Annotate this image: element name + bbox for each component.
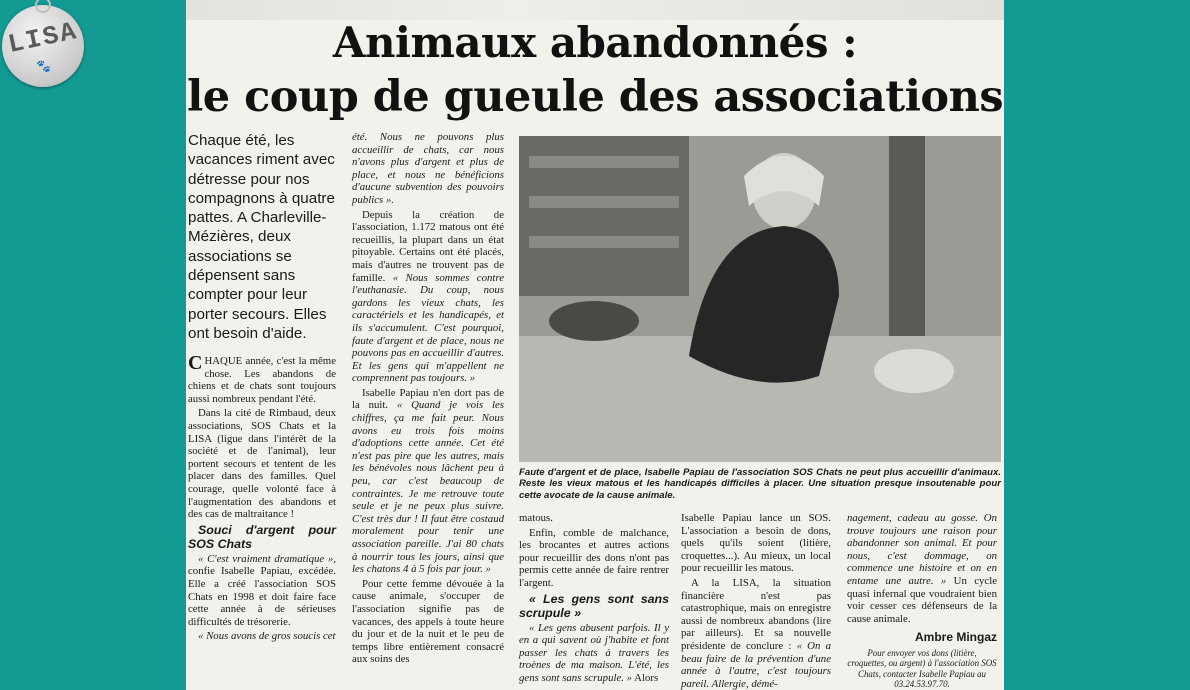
photo-illustration xyxy=(519,136,1001,462)
pallet-slat xyxy=(529,156,679,168)
previous-article-edge xyxy=(186,0,1004,20)
headline-line-1: Animaux abandonnés : xyxy=(332,18,858,67)
paragraph: Pour cette femme dévouée à la cause animale, s'occuper de l'association signifie pas de vacances, des appels à toute heure du jour et de la nuit et le peu de temps libre entièrement consacré aux soins des xyxy=(352,577,504,666)
lisa-logo-badge xyxy=(2,5,84,87)
paragraph: matous. xyxy=(519,512,553,524)
article-column-2 xyxy=(352,131,504,668)
paragraph: A la LISA, la situation financière n'est pas catastrophique, mais on enregistre aussi de nombreux abandons (lire par ailleurs). Et sa nouvelle présidente de conclure : « On a beau faire de la prévention d'une année à l'autre, c'est toujours pareil. Allergie, démé- xyxy=(681,576,831,690)
article-column-1 xyxy=(188,352,336,645)
article-column-3 xyxy=(519,512,669,687)
white-cat xyxy=(874,349,954,393)
logo-text: LISA xyxy=(5,16,81,60)
subheading: Souci d'argent pour SOS Chats xyxy=(188,522,336,551)
paragraph: Enfin, comble de malchance, les brocantes et autres actions pour recueillir des dons n'ont pas permis cette année de faire rentrer l'argent. xyxy=(519,526,669,589)
photo-caption: Faute d'argent et de place, Isabelle Papiau de l'association SOS Chats ne peut plus accueillir d'animaux. Reste les vieux matous et les handicapés difficiles à placer. Une situation presque insoutenable pour cette avocate de la cause animale. xyxy=(519,467,1001,501)
paragraph: Dans la cité de Rimbaud, deux associations, SOS Chats et la LISA (ligue dans l'intérêt de la société et de l'animal), leur portent secours et tentent de les placer dans des familles. Quel courage, quelle volonté face à l'augmentation des abandons et des cas de maltraitance ! xyxy=(188,407,336,521)
tabby-cat xyxy=(549,301,639,341)
article-lead: Chaque été, les vacances riment avec détresse pour nos compagnons à quatre pattes. A Charleville-Mézières, deux associations se dépensent sans compter pour leur porter secours. Elles ont besoin d'aide. xyxy=(188,132,335,342)
wooden-post xyxy=(889,136,925,336)
paragraph: nagement, cadeau au gosse. On trouve toujours une raison pour abandonner son animal. Et pour nous, c'est dommage, on commence une histoire et on en entame une autre. » Un cycle quasi infernal que voudraient bien voir cesser ces défenseurs de la cause animale. xyxy=(847,512,997,625)
paragraph: « C'est vraiment dramatique », confie Isabelle Papiau, excédée. Elle a créé l'association SOS Chats en 1998 et doit faire face cette année à de sérieuses difficultés de trésorerie. xyxy=(188,552,336,628)
article-photo xyxy=(519,136,1001,462)
paragraph: Isabelle Papiau n'en dort pas de la nuit. « Quand je vois les chiffres, ça me fait peur. Nous avons eu trois fois moins d'adoptions cette année. Cet été n'est pas pire que les autres, mais les bénévoles nous lâchent peu à peu, car c'est beaucoup de contraintes. Je me retrouve toute seule et je ne peux plus suivre. C'est très dur ! Il faut être costaud moralement pour tenir une association pareille. J'ai 80 chats à nourrir tous les jours, ainsi que les chatons 4 à 5 fois par jour. » xyxy=(352,386,505,576)
subheading: « Les gens sont sans scrupule » xyxy=(519,591,669,620)
paragraph: Depuis la création de l'association, 1.172 matous ont été recueillis, la plupart dans un état pitoyable. Certains ont été placés, mais d'autres ne trouvent pas de famille. « Nous sommes contre l'euthanasie. Du coup, nous gardons les vieux chats, les caractériels et les handicapés, et ils s'accumulent. C'est pourquoi, faute d'argent et de place, nous ne pouvons pas en accueillir d'autres. Et les gens qui m'appellent ne comprennent pas toujours. » xyxy=(352,208,504,385)
article-column-4 xyxy=(681,512,831,690)
paw-icon: 🐾 xyxy=(36,59,51,73)
article-column-5 xyxy=(847,512,997,690)
paragraph: « Les gens abusent parfois. Il y en a qui savent où j'habite et font passer les chats à travers les troènes de ma maison. L'été, les gens sont sans scrupule. » Alors xyxy=(519,621,669,684)
paragraph: « Nous avons de gros soucis cet xyxy=(198,630,336,643)
pallet-slat xyxy=(529,236,679,248)
paragraph: Isabelle Papiau lance un SOS. L'association a besoin de dons, quels qu'ils soient (litière, croquettes...). Au mieux, un local pour recueillir les matous. xyxy=(681,512,831,575)
author-signature: Ambre Mingaz xyxy=(914,630,997,645)
headline-line-2: le coup de gueule des associations xyxy=(186,72,1004,122)
paragraph: CHAQUE année, c'est la même chose. Les abandons de chiens et de chats sont toujours aussi nombreux pendant l'été. xyxy=(188,352,336,405)
keyring-icon xyxy=(35,0,51,13)
paragraph: été. Nous ne pouvons plus accueillir de chats, car nous n'avons plus d'argent et plus de place, et nous ne bénéficions d'aucune subvention des pouvoirs publics ». xyxy=(352,131,504,206)
drop-cap: C xyxy=(188,352,203,374)
newspaper-clipping xyxy=(186,0,1004,690)
donation-note: Pour envoyer vos dons (litière, croquettes, ou argent) à l'association SOS Chats, contacter Isabelle Papiau au 03.24.53.97.70. xyxy=(847,647,997,690)
pallet-slat xyxy=(529,196,679,208)
